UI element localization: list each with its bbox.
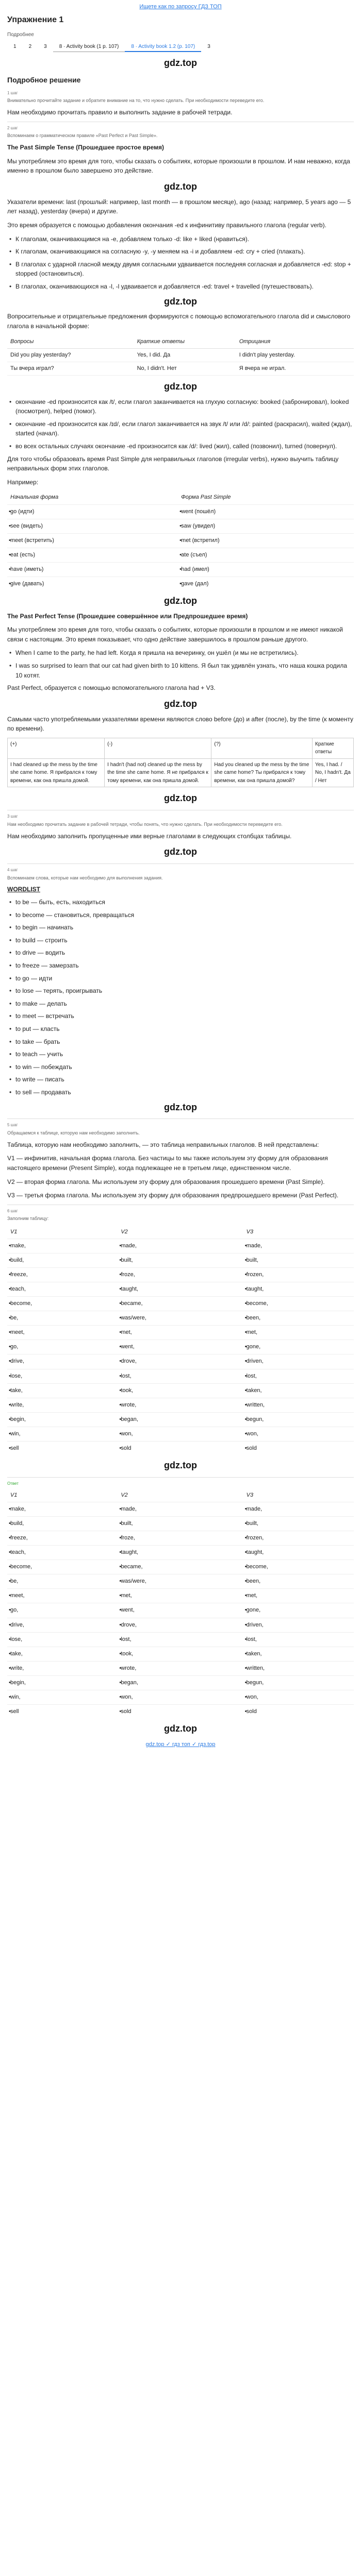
page-2[interactable]: 2: [28, 44, 32, 50]
table-cell: • began,: [118, 1675, 243, 1690]
table-cell: Did you play yesterday?: [7, 348, 134, 362]
table-row: [7, 1675, 354, 1690]
table-row: [7, 1412, 354, 1427]
table-header: Вопросы: [7, 335, 134, 349]
table-row: [7, 519, 354, 533]
table-cell: • frozen,: [243, 1531, 354, 1546]
step-note: Внимательно прочитайте задание и обратите внимание на то, что нужно сделать. При необходимости переведите его.: [7, 98, 265, 104]
table-cell: • become,: [243, 1297, 354, 1311]
table-cell: • taught,: [118, 1546, 243, 1560]
table-cell: • begin,: [7, 1412, 118, 1427]
paragraph: V2 — вторая форма глагола. Мы используем эту форму для образования прошедшего времени (Past Simple).: [7, 1178, 325, 1185]
table-row: [7, 533, 354, 548]
table-cell: • become,: [7, 1560, 118, 1574]
tab-activity-book-active[interactable]: 8 · Activity book 1.2 (р. 107): [125, 42, 201, 52]
list-item: • to freeze — замерзать: [7, 961, 354, 971]
table-cell: • make,: [7, 1502, 118, 1517]
table-row: [7, 1632, 354, 1647]
list-item: • to make — делать: [7, 999, 354, 1009]
wordlist: [7, 897, 354, 1097]
table-row: [7, 1398, 354, 1412]
table-cell: • built,: [243, 1517, 354, 1531]
pagination: [7, 42, 354, 52]
list-item: • to sell — продавать: [7, 1088, 354, 1097]
table-cell: • had (имел): [178, 562, 354, 577]
table-cell: • became,: [118, 1560, 243, 1574]
table-row: [7, 1311, 354, 1326]
table-cell: I hadn't (had not) cleaned up the mess by the time she came home. Я не прибрался к тому времени, как она пришла домой.: [105, 758, 211, 787]
list-item: • to teach — учить: [7, 1049, 354, 1059]
table-cell: • go (идти): [7, 504, 178, 519]
table-cell: • lost,: [118, 1369, 243, 1383]
table-cell: • became,: [118, 1297, 243, 1311]
table-cell: • was/were,: [118, 1574, 243, 1589]
table-header: V1: [10, 1229, 18, 1235]
list-item: • to begin — начинать: [7, 923, 354, 933]
list-item: • to drive — водить: [7, 948, 354, 958]
table-row: [7, 1253, 354, 1268]
table-cell: • begun,: [243, 1412, 354, 1427]
list-item: • К глаголам, оканчивающимся на -e, добавляем только -d: like + liked (нравиться).: [7, 234, 354, 244]
table-cell: • sold: [118, 1704, 243, 1719]
step-note: Вспоминаем о грамматическом правиле «Past Perfect и Past Simple».: [7, 133, 158, 139]
table-cell: • went,: [118, 1340, 243, 1354]
table-row: [7, 1661, 354, 1675]
table-cell: • taught,: [243, 1546, 354, 1560]
divider: [7, 863, 354, 864]
table-header: (-): [105, 738, 211, 758]
table-cell: • took,: [118, 1383, 243, 1398]
list-item: • to write — писать: [7, 1075, 354, 1084]
table-cell: • go,: [7, 1340, 118, 1354]
paragraph: V3 — третья форма глагола. Мы используем эту форму для образования предпрошедшего времени (Past Perfect).: [7, 1192, 339, 1199]
table-cell: • drove,: [118, 1618, 243, 1632]
table-cell: • taken,: [243, 1383, 354, 1398]
table-row: [7, 1502, 354, 1517]
list-item: • When I came to the party, he had left. Когда я пришла на вечеринку, он ушёл (и мы не встретились).: [7, 648, 354, 658]
table-cell: • made,: [243, 1502, 354, 1517]
table-cell: • lose,: [7, 1632, 118, 1647]
table-row: [7, 1531, 354, 1546]
list-item: • окончание -ed произносится как /t/, если глагол заканчивается на глухую согласную: booked (забронировал), looked (посмотрел), helped (помог).: [7, 397, 354, 416]
table-cell: • frozen,: [243, 1268, 354, 1282]
tab-activity-book[interactable]: 8 · Activity book (1 р. 107): [53, 42, 125, 52]
table-cell: • win,: [7, 1690, 118, 1704]
table-cell: Yes, I had. / No, I hadn't. Да / Нет: [313, 758, 354, 787]
step-label: 2 шаг: [7, 125, 18, 130]
table-cell: • meet (встретить): [7, 533, 178, 548]
table-row: [7, 1441, 354, 1455]
paragraph: Самыми часто употребляемыми указателями времени являются слово before (до) и after (после), by the time (к моменту по времени).: [7, 715, 353, 733]
past-perfect-title: The Past Perfect Tense (Прошедшее совершённое или Предпрошедшее время): [7, 612, 248, 620]
table-row: [7, 1647, 354, 1661]
table-cell: • taught,: [118, 1282, 243, 1297]
table-cell: • written,: [243, 1661, 354, 1675]
list-item: • В глаголах с ударной гласной между двумя согласными удваивается последняя согласная и добавляется -ed: stop + stopped (остановиться).: [7, 260, 354, 279]
table-cell: • freeze,: [7, 1268, 118, 1282]
table-cell: • written,: [243, 1398, 354, 1412]
table-cell: Had you cleaned up the mess by the time she came home? Ты прибрался к тому времени, как она пришла домой?: [211, 758, 313, 787]
table-cell: • write,: [7, 1661, 118, 1675]
table-cell: • sold: [243, 1704, 354, 1719]
table-cell: • met,: [243, 1326, 354, 1340]
table-cell: • go,: [7, 1603, 118, 1618]
list-item: • to win — побеждать: [7, 1062, 354, 1072]
table-row: [7, 1618, 354, 1632]
table-cell: • gave (дал): [178, 577, 354, 591]
list-item: • to meet — встречать: [7, 1011, 354, 1021]
table-row: [7, 1589, 354, 1603]
table-cell: • build,: [7, 1517, 118, 1531]
step-label: 3 шаг: [7, 814, 18, 819]
list-item: • В глаголах, оканчивающихся на -l, -l удваивается и добавляется -ed: travel + travelled (путешествовать).: [7, 282, 354, 292]
table-cell: • been,: [243, 1311, 354, 1326]
table-cell: • gone,: [243, 1340, 354, 1354]
table-cell: • made,: [118, 1239, 243, 1253]
step-label: 4 шаг: [7, 868, 18, 873]
watermark: gdz.top: [164, 381, 197, 392]
list-item: • окончание -ed произносится как /ɪd/, если глагол заканчивается на звук /t/ или /d/: painted (раскрасил), waited (ждал), started (начал).: [7, 419, 354, 438]
table-cell: • ate (съел): [178, 548, 354, 562]
page-3[interactable]: 3: [44, 44, 47, 50]
table-cell: • sell: [7, 1441, 118, 1455]
table-cell: • drive,: [7, 1618, 118, 1632]
table-row: [7, 1704, 354, 1719]
table-header: V3: [246, 1229, 254, 1235]
table-cell: • wrote,: [118, 1661, 243, 1675]
table-cell: • met,: [243, 1589, 354, 1603]
table-cell: I had cleaned up the mess by the time she came home. Я прибрался к тому времени, как она пришла домой.: [8, 758, 105, 787]
table-cell: • driven,: [243, 1618, 354, 1632]
table-header: V1: [10, 1492, 18, 1499]
table-cell: • become,: [7, 1297, 118, 1311]
table-cell: • went (пошёл): [178, 504, 354, 519]
watermark: gdz.top: [164, 1101, 197, 1112]
section-title: Подробное решение: [7, 76, 81, 84]
table-cell: • made,: [243, 1239, 354, 1253]
step-label: 6 шаг: [7, 1208, 18, 1213]
table-cell: • began,: [118, 1412, 243, 1427]
table-cell: • teach,: [7, 1282, 118, 1297]
table-cell: • eat (есть): [7, 548, 178, 562]
table-row: [7, 362, 354, 375]
watermark: gdz.top: [164, 1460, 197, 1470]
table-header: Отрицания: [236, 335, 354, 349]
table-row: [7, 1297, 354, 1311]
table-row: [7, 562, 354, 577]
step-note: Заполним таблицу:: [7, 1216, 49, 1222]
table-row: [7, 548, 354, 562]
table-cell: • sold: [118, 1441, 243, 1455]
list-item: • to lose — терять, проигрывать: [7, 986, 354, 996]
table-cell: • built,: [118, 1517, 243, 1531]
irregular-forms-table: [7, 491, 354, 590]
table-cell: • won,: [243, 1690, 354, 1704]
table-row: [7, 1427, 354, 1441]
list-item: • I was so surprised to learn that our cat had given birth to 10 kittens. Я был так удивлён узнать, что наша кошка родила 10 котят.: [7, 661, 354, 680]
table-row: [7, 1574, 354, 1589]
wordlist-title: WORDLIST: [7, 886, 40, 893]
table-cell: • be,: [7, 1311, 118, 1326]
table-cell: • driven,: [243, 1354, 354, 1369]
table-cell: • met,: [118, 1589, 243, 1603]
table-cell: • meet,: [7, 1326, 118, 1340]
paragraph: Мы употребляем это время для того, чтобы сказать о событиях, которые произошли в прошлом. И нам неважно, когда именно в прошлом было завершено это действие.: [7, 157, 350, 175]
subtitle: Подробнее: [7, 31, 34, 38]
table-row: [7, 1282, 354, 1297]
verb-rows: [7, 1502, 354, 1719]
table-cell: • lost,: [243, 1632, 354, 1647]
table-cell: • become,: [243, 1560, 354, 1574]
watermark: gdz.top: [164, 846, 197, 857]
table-cell: • drive,: [7, 1354, 118, 1369]
table-cell: • lost,: [118, 1632, 243, 1647]
page-title: Упражнение 1: [7, 15, 64, 25]
past-simple-table: [7, 335, 354, 376]
table-cell: • was/were,: [118, 1311, 243, 1326]
step-note: Нам необходимо прочитать задание в рабочей тетради, чтобы понять, что нужно сделать. При необходимости переведите его.: [7, 821, 283, 827]
table-cell: • made,: [118, 1502, 243, 1517]
paragraph: Past Perfect, образуется с помощью вспомогательного глагола had + V3.: [7, 684, 216, 692]
table-cell: I didn't play yesterday.: [236, 348, 354, 362]
watermark: gdz.top: [164, 296, 197, 307]
past-perfect-table: [7, 738, 354, 788]
table-row: [7, 1546, 354, 1560]
table-cell: • begun,: [243, 1675, 354, 1690]
paragraph: Это время образуется с помощью добавления окончания -ed к инфинитиву правильного глагола (regular verb).: [7, 222, 326, 229]
table-cell: • be,: [7, 1574, 118, 1589]
list-item: • to be — быть, есть, находиться: [7, 897, 354, 907]
watermark: gdz.top: [164, 793, 197, 804]
table-row: [7, 504, 354, 519]
paragraph: Для того чтобы образовать время Past Simple для неправильных глаголов (irregular verbs), нужно выучить таблицу неправильных форм этих глаголов.: [7, 455, 339, 472]
divider: [7, 1477, 354, 1478]
verb-table-answer: [7, 1489, 354, 1719]
table-cell: • begin,: [7, 1675, 118, 1690]
example-list: [7, 648, 354, 680]
list-item: • во всех остальных случаях окончание -ed произносится как /d/: lived (жил), called (позвонил), turned (повернул).: [7, 442, 354, 451]
table-cell: • take,: [7, 1647, 118, 1661]
table-cell: • went,: [118, 1603, 243, 1618]
table-row: [7, 1354, 354, 1369]
table-row: [7, 1517, 354, 1531]
table-header: V2: [121, 1229, 128, 1235]
watermark: gdz.top: [164, 58, 197, 69]
watermark: gdz.top: [164, 181, 197, 192]
table-cell: • saw (увидел): [178, 519, 354, 533]
verb-rows: [7, 1239, 354, 1455]
table-cell: No, I didn't. Нет: [134, 362, 236, 375]
table-cell: • won,: [118, 1690, 243, 1704]
pronunciation-list: [7, 397, 354, 451]
divider: [7, 1118, 354, 1119]
table-cell: • take,: [7, 1383, 118, 1398]
list-item: • to put — класть: [7, 1024, 354, 1034]
table-row: [7, 1340, 354, 1354]
table-header: Начальная форма: [10, 494, 59, 501]
table-cell: • won,: [243, 1427, 354, 1441]
table-cell: • built,: [118, 1253, 243, 1268]
table-header: (+): [8, 738, 105, 758]
table-header: Краткие ответы: [313, 738, 354, 758]
past-simple-title: The Past Simple Tense (Прошедшее простое время): [7, 144, 164, 151]
table-cell: • wrote,: [118, 1398, 243, 1412]
table-cell: • sold: [243, 1441, 354, 1455]
table-cell: • built,: [243, 1253, 354, 1268]
page-1[interactable]: 1: [13, 44, 17, 50]
paragraph: Указатели времени: last (прошлый: например, last month — в прошлом месяце), ago (назад: например, 5 years ago — 5 лет назад), yesterday (вчера) и другие.: [7, 198, 351, 215]
list-item: • К глаголам, оканчивающимся на согласную -y, -y меняем на -i и добавляем -ed: cry + cried (плакать).: [7, 247, 354, 257]
table-cell: • build,: [7, 1253, 118, 1268]
table-cell: • make,: [7, 1239, 118, 1253]
rule-list: [7, 234, 354, 292]
table-row: [7, 1239, 354, 1253]
table-cell: • froze,: [118, 1268, 243, 1282]
table-row: [7, 1369, 354, 1383]
watermark: gdz.top: [164, 1723, 197, 1734]
table-cell: • sell: [7, 1704, 118, 1719]
paragraph: Вопросительные и отрицательные предложения формируются с помощью вспомогательного глагола did и смыслового глагола в начальной форме:: [7, 313, 351, 330]
table-cell: • lost,: [243, 1369, 354, 1383]
list-item: • to take — брать: [7, 1037, 354, 1047]
table-row: [7, 348, 354, 362]
table-cell: • met,: [118, 1326, 243, 1340]
table-cell: • give (давать): [7, 577, 178, 591]
table-header: V2: [121, 1492, 128, 1499]
step-text: Нам необходимо прочитать правило и выполнить задание в рабочей тетради.: [7, 109, 233, 116]
table-cell: • teach,: [7, 1546, 118, 1560]
table-row: [7, 1383, 354, 1398]
table-header: V3: [246, 1492, 254, 1499]
step-label: 1 шаг: [7, 90, 18, 95]
table-row: [7, 1690, 354, 1704]
table-row: [8, 758, 354, 787]
table-cell: • see (видеть): [7, 519, 178, 533]
table-cell: Я вчера не играл.: [236, 362, 354, 375]
table-header: Краткие ответы: [134, 335, 236, 349]
table-cell: • write,: [7, 1398, 118, 1412]
table-cell: • took,: [118, 1647, 243, 1661]
table-cell: • drove,: [118, 1354, 243, 1369]
table-row: [7, 577, 354, 591]
table-header: (?): [211, 738, 313, 758]
step-text: Таблица, которую нам необходимо заполнить, — это таблица неправильных глаголов. В ней представлены:: [7, 1141, 319, 1148]
table-cell: • taught,: [243, 1282, 354, 1297]
table-row: [7, 1603, 354, 1618]
paragraph: Мы употребляем это время для того, чтобы сказать о событиях, которые произошли в прошлом и не имеют никакой связи с настоящим. Это время показывает, что одно действие завершилось в прошлом раньше другого.: [7, 626, 343, 643]
table-cell: • freeze,: [7, 1531, 118, 1546]
table-cell: • lose,: [7, 1369, 118, 1383]
step-note: Вспоминаем слова, которые нам необходимо для выполнения задания.: [7, 875, 163, 880]
footer-links[interactable]: gdz.top ✓ гдз топ ✓ гдз.top: [145, 1741, 216, 1748]
answer-label: Ответ: [7, 1481, 19, 1486]
step-text: Нам необходимо заполнить пропущенные ими верные глаголами в следующих столбцах таблицы.: [7, 832, 292, 840]
list-item: • to build — строить: [7, 936, 354, 945]
next-page[interactable]: 3: [207, 44, 210, 50]
step-label: 5 шаг: [7, 1123, 18, 1128]
verb-table-step: [7, 1226, 354, 1455]
table-cell: • win,: [7, 1427, 118, 1441]
list-item: • to go — идти: [7, 974, 354, 984]
table-row: [7, 1268, 354, 1282]
table-cell: • been,: [243, 1574, 354, 1589]
watermark: gdz.top: [164, 698, 197, 709]
table-row: [7, 1326, 354, 1340]
top-search-link[interactable]: Ищете как по запросу ГДЗ ТОП: [139, 4, 222, 10]
list-item: • to become — становиться, превращаться: [7, 910, 354, 920]
paragraph: Например:: [7, 478, 39, 486]
table-cell: • taken,: [243, 1647, 354, 1661]
table-header: Форма Past Simple: [181, 494, 231, 501]
table-cell: • have (иметь): [7, 562, 178, 577]
paragraph: V1 — инфинитив, начальная форма глагола. Без частицы to мы также используем эту форму для образования настоящего времени (Present Simple), когда подлежащее не в третьем лице, единственном числе.: [7, 1155, 328, 1172]
table-cell: • meet,: [7, 1589, 118, 1603]
table-cell: Ты вчера играл?: [7, 362, 134, 375]
table-cell: • won,: [118, 1427, 243, 1441]
table-cell: • met (встретил): [178, 533, 354, 548]
watermark: gdz.top: [164, 595, 197, 606]
table-cell: • froze,: [118, 1531, 243, 1546]
table-row: [7, 1560, 354, 1574]
table-cell: Yes, I did. Да: [134, 348, 236, 362]
table-cell: • gone,: [243, 1603, 354, 1618]
step-note: Обращаемся к таблице, которую нам необходимо заполнить.: [7, 1130, 140, 1136]
